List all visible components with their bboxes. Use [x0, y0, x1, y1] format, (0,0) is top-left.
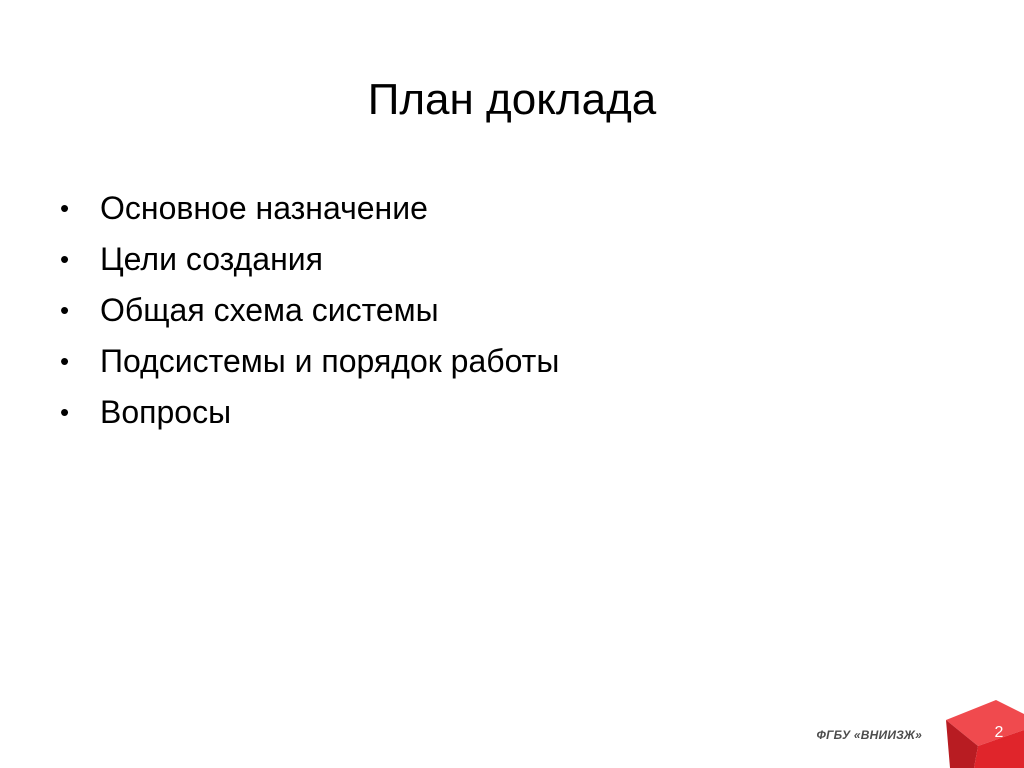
bullet-item [58, 387, 559, 438]
bullet-dot-icon: • [60, 346, 70, 376]
footer-organization: ФГБУ «ВНИИЗЖ» [816, 728, 922, 742]
bullet-text: Вопросы [100, 394, 232, 430]
bullet-list [58, 183, 559, 438]
bullet-item [58, 285, 559, 336]
bullet-dot-icon: • [60, 295, 70, 325]
bullet-item [58, 336, 559, 387]
bullet-dot-icon: • [60, 397, 70, 427]
slide-number: 2 [994, 724, 1004, 741]
bullet-text: Общая схема системы [100, 292, 439, 328]
bullet-item [58, 234, 559, 285]
bullet-dot-icon: • [60, 193, 70, 223]
bullet-text: Цели создания [100, 241, 323, 277]
bullet-text: Подсистемы и порядок работы [100, 343, 560, 379]
slide-title: План доклада [367, 75, 657, 124]
red-corner-shape-icon [944, 698, 1024, 768]
bullet-dot-icon: • [60, 244, 70, 274]
bullet-text: Основное назначение [100, 190, 428, 226]
bullet-item [58, 183, 559, 234]
